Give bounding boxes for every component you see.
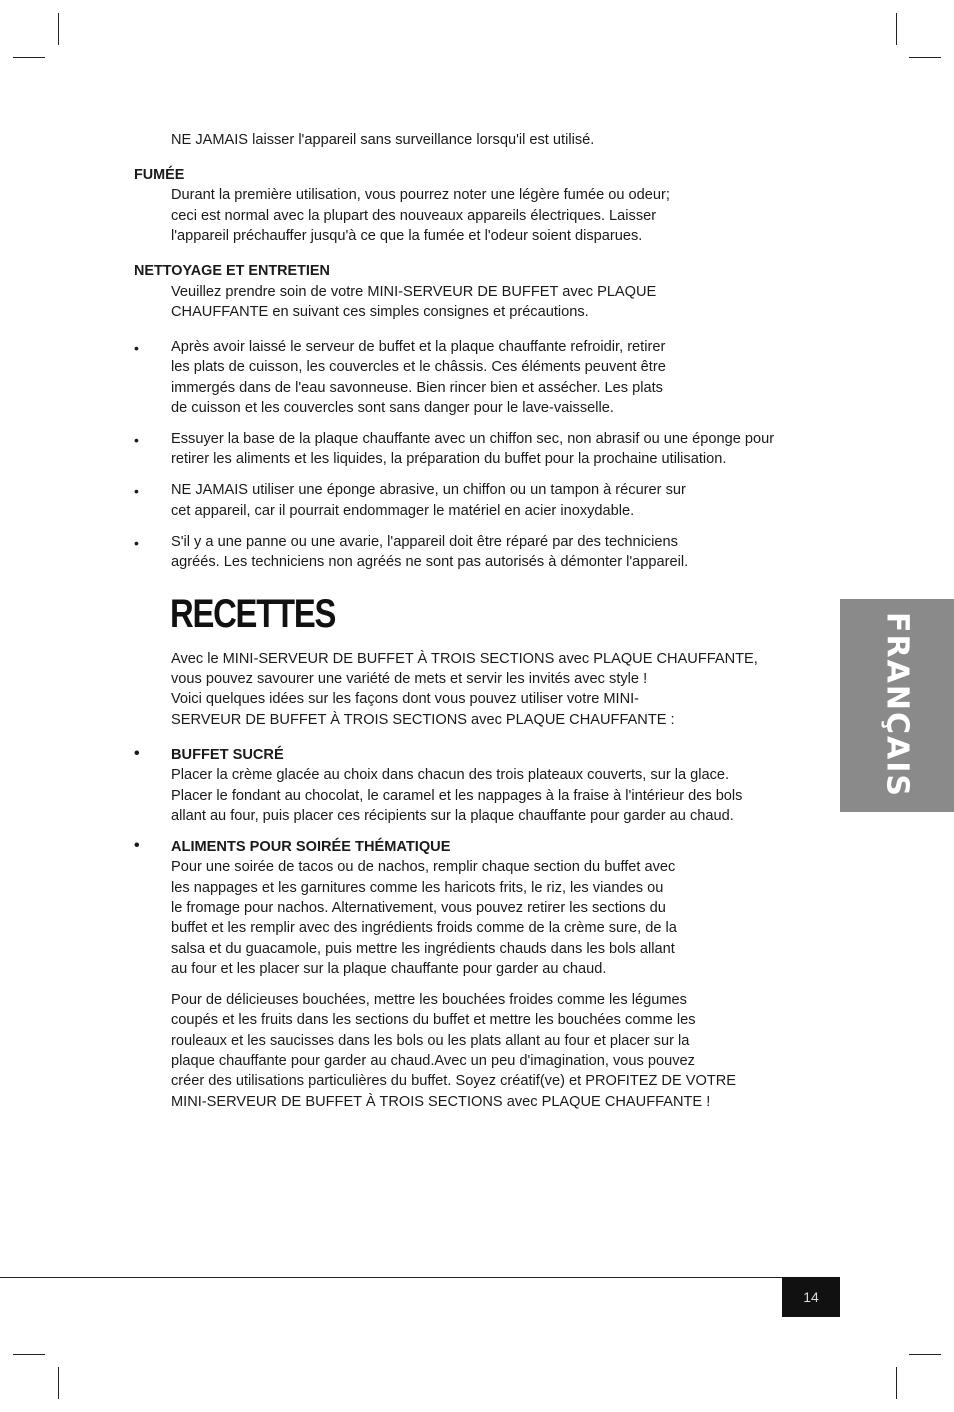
bullet-text-line: Après avoir laissé le serveur de buffet et la plaque chauffante refroidir, retirer: [171, 339, 666, 355]
body-text-line: CHAUFFANTE en suivant ces simples consignes et précautions.: [171, 304, 589, 320]
page-title: RECETTES: [170, 592, 336, 636]
body-text-line: MINI-SERVEUR DE BUFFET À TROIS SECTIONS avec PLAQUE CHAUFFANTE !: [171, 1094, 711, 1110]
body-text-line: Avec le MINI-SERVEUR DE BUFFET À TROIS SECTIONS avec PLAQUE CHAUFFANTE,: [171, 651, 758, 667]
body-text-line: NE JAMAIS laisser l'appareil sans surveillance lorsqu'il est utilisé.: [171, 132, 595, 148]
crop-mark: [909, 1354, 941, 1355]
crop-mark: [58, 13, 59, 45]
crop-mark: [909, 57, 941, 58]
language-tab-label: FRANÇAIS: [879, 612, 915, 798]
body-text-line: créer des utilisations particulières du buffet. Soyez créatif(ve) et PROFITEZ DE VOTRE: [171, 1073, 737, 1089]
body-text-line: Durant la première utilisation, vous pourrez noter une légère fumée ou odeur;: [171, 187, 670, 203]
bullet-text-line: de cuisson et les couvercles sont sans danger pour le lave-vaisselle.: [171, 400, 614, 416]
body-text-line: Placer la crème glacée au choix dans chacun des trois plateaux couverts, sur la glace.: [171, 767, 730, 783]
body-text-line: ceci est normal avec la plupart des nouveaux appareils électriques. Laisser: [171, 208, 657, 224]
bullet-marker: •: [134, 483, 139, 499]
body-text-line: coupés et les fruits dans les sections du buffet et mettre les bouchées comme les: [171, 1012, 696, 1028]
body-text-line: buffet et les remplir avec des ingrédients froids comme de la crème sure, de la: [171, 920, 677, 936]
section-heading-nettoyage: NETTOYAGE ET ENTRETIEN: [134, 263, 330, 279]
body-text-line: vous pouvez savourer une variété de mets et servir les invités avec style !: [171, 671, 648, 687]
footer-rule: [0, 1277, 840, 1278]
body-text-line: allant au four, puis placer ces récipients sur la plaque chauffante pour garder au chaud.: [171, 808, 734, 824]
bullet-marker: •: [134, 837, 140, 854]
body-text-line: le fromage pour nachos. Alternativement, vous pouvez retirer les sections du: [171, 900, 666, 916]
bullet-text-line: retirer les aliments et les liquides, la préparation du buffet pour la prochaine utilisation.: [171, 451, 727, 467]
body-text-line: Pour une soirée de tacos ou de nachos, remplir chaque section du buffet avec: [171, 859, 676, 875]
bullet-marker: •: [134, 340, 139, 356]
body-text-line: SERVEUR DE BUFFET À TROIS SECTIONS avec PLAQUE CHAUFFANTE :: [171, 712, 675, 728]
body-text-line: plaque chauffante pour garder au chaud.Avec un peu d'imagination, vous pouvez: [171, 1053, 695, 1069]
bullet-marker: •: [134, 745, 140, 762]
crop-mark: [13, 57, 45, 58]
bullet-marker: •: [134, 432, 139, 448]
body-text-line: au four et les placer sur la plaque chauffante pour garder au chaud.: [171, 961, 607, 977]
page-number: 14: [782, 1277, 840, 1317]
body-text-line: Veuillez prendre soin de votre MINI-SERVEUR DE BUFFET avec PLAQUE: [171, 284, 657, 300]
subsection-heading-sucre: BUFFET SUCRÉ: [171, 747, 284, 763]
bullet-text-line: Essuyer la base de la plaque chauffante avec un chiffon sec, non abrasif ou une éponge pour: [171, 431, 775, 447]
bullet-text-line: S'il y a une panne ou une avarie, l'appareil doit être réparé par des techniciens: [171, 534, 678, 550]
crop-mark: [896, 1367, 897, 1399]
language-tab: [840, 599, 954, 812]
bullet-text-line: les plats de cuisson, les couvercles et le châssis. Ces éléments peuvent être: [171, 359, 666, 375]
body-text-line: l'appareil préchauffer jusqu'à ce que la fumée et l'odeur soient disparues.: [171, 228, 643, 244]
section-heading-fumee: FUMÉE: [134, 167, 185, 183]
bullet-text-line: NE JAMAIS utiliser une éponge abrasive, un chiffon ou un tampon à récurer sur: [171, 482, 686, 498]
crop-mark: [13, 1354, 45, 1355]
bullet-text-line: immergés dans de l'eau savonneuse. Bien rincer bien et assécher. Les plats: [171, 380, 663, 396]
body-text-line: salsa et du guacamole, puis mettre les ingrédients chauds dans les bols allant: [171, 941, 675, 957]
body-text-line: Pour de délicieuses bouchées, mettre les bouchées froides comme les légumes: [171, 992, 687, 1008]
body-text-line: Placer le fondant au chocolat, le caramel et les nappages à la fraise à l'intérieur des bols: [171, 788, 743, 804]
subsection-heading-thematique: ALIMENTS POUR SOIRÉE THÉMATIQUE: [171, 839, 451, 855]
body-text-line: rouleaux et les saucisses dans les bols ou les plats allant au four et placer sur la: [171, 1033, 690, 1049]
bullet-marker: •: [134, 535, 139, 551]
crop-mark: [58, 1367, 59, 1399]
crop-mark: [896, 13, 897, 45]
bullet-text-line: cet appareil, car il pourrait endommager le matériel en acier inoxydable.: [171, 503, 635, 519]
body-text-line: les nappages et les garnitures comme les haricots frits, le riz, les viandes ou: [171, 880, 664, 896]
body-text-line: Voici quelques idées sur les façons dont vous pouvez utiliser votre MINI-: [171, 691, 640, 707]
bullet-text-line: agréés. Les techniciens non agréés ne sont pas autorisés à démonter l'appareil.: [171, 554, 689, 570]
